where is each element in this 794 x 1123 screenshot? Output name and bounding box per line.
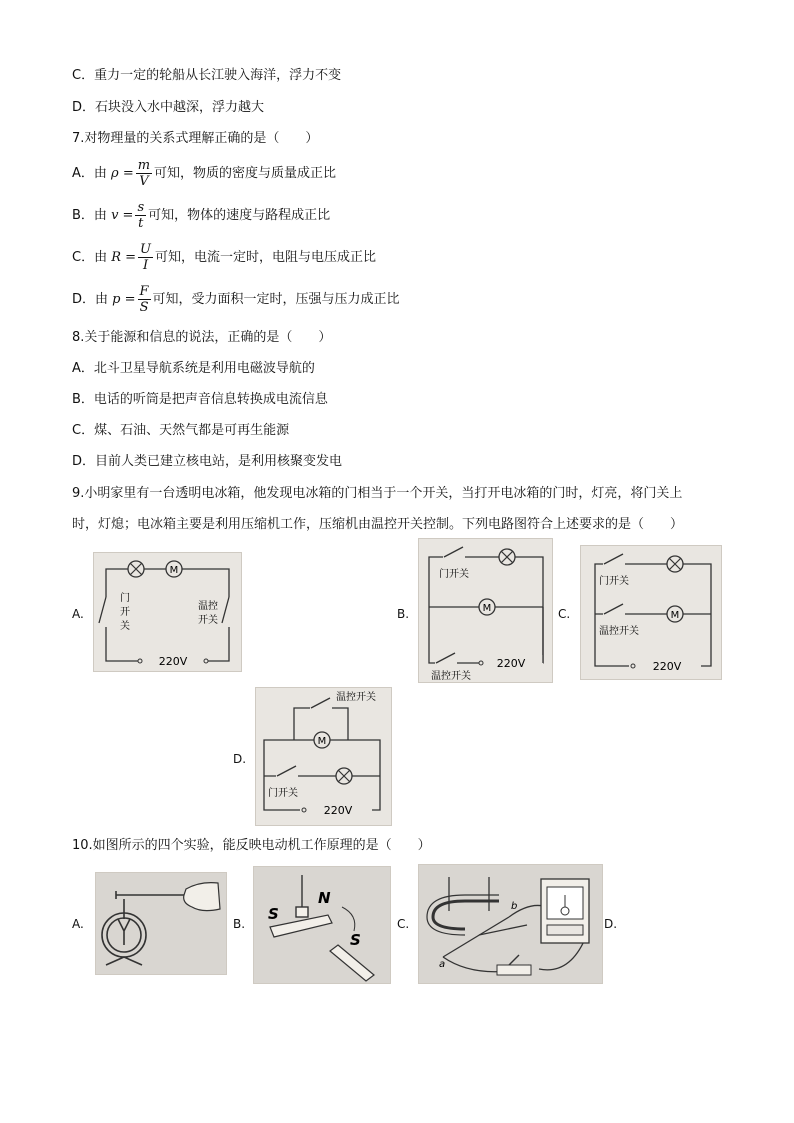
- question-10: 10.如图所示的四个实验，能反映电动机工作原理的是（ ）: [72, 838, 431, 853]
- galvanometer-icon: [541, 879, 589, 943]
- q10-label-c: C.: [397, 917, 410, 931]
- temp-switch-icon: [435, 653, 457, 667]
- lamp-icon: [499, 549, 515, 565]
- q7-option-b: B．由 v = $\frac{s}{t}$ 可知，物体的速度与路程成正比: [72, 200, 331, 231]
- svg-text:温控: 温控: [198, 601, 218, 612]
- svg-text:门开关: 门开关: [439, 569, 469, 580]
- svg-text:S: S: [350, 931, 361, 949]
- q10-label-b: B.: [233, 917, 246, 931]
- q8-option-c: C．煤、石油、天然气都是可再生能源: [72, 423, 290, 438]
- svg-text:220V: 220V: [158, 655, 188, 668]
- circuit-d: [255, 687, 392, 826]
- door-switch-icon: [99, 597, 110, 627]
- lamp-icon: [336, 768, 352, 784]
- svg-text:门: 门: [120, 593, 130, 604]
- q7-option-a: A．由 ρ = $\frac{m}{V}$ 可知，物质的密度与质量成正比: [72, 158, 337, 189]
- q9-label-a: A.: [72, 607, 84, 621]
- circuit-b: [418, 538, 553, 683]
- lamp-icon: [128, 561, 144, 577]
- svg-text:温控开关: 温控开关: [599, 626, 639, 637]
- svg-text:M: M: [482, 603, 492, 614]
- q8-option-a: A．北斗卫星导航系统是利用电磁波导航的: [72, 361, 315, 376]
- lamp-icon: [667, 556, 683, 572]
- svg-text:门开关: 门开关: [268, 788, 298, 799]
- svg-text:M: M: [169, 565, 179, 576]
- door-switch-icon: [276, 766, 298, 780]
- experiment-a-figure: [95, 872, 227, 975]
- svg-text:温控开关: 温控开关: [431, 671, 471, 682]
- svg-text:N: N: [318, 889, 331, 907]
- temp-switch-icon: [603, 604, 625, 618]
- svg-text:关: 关: [120, 621, 130, 632]
- experiment-b-figure: [253, 866, 391, 984]
- question-9-line-1: 9.小明家里有一台透明电冰箱，他发现电冰箱的门相当于一个开关，当打开电冰箱的门时，灯亮，将门关上: [72, 486, 683, 501]
- switch-icon: [497, 955, 531, 975]
- motor-icon: [479, 599, 495, 615]
- q9-label-d: D.: [233, 752, 247, 766]
- svg-text:220V: 220V: [323, 804, 353, 817]
- q9-label-c: C.: [558, 607, 571, 621]
- circuit-a: [93, 552, 242, 672]
- door-switch-icon: [443, 547, 465, 561]
- svg-text:a: a: [439, 959, 446, 970]
- question-7: 7.对物理量的关系式理解正确的是（ ）: [72, 131, 319, 146]
- question-9-line-2: 时，灯熄；电冰箱主要是利用压缩机工作，压缩机由温控开关控制。下列电路图符合上述要求的是（ ）: [72, 517, 684, 532]
- svg-text:M: M: [317, 736, 327, 747]
- svg-text:开: 开: [120, 607, 130, 618]
- option-d-buoyancy: D．石块没入水中越深，浮力越大: [72, 100, 265, 115]
- q7-option-c: C．由 R = $\frac{U}{I}$ 可知，电流一定时，电阻与电压成正比: [72, 242, 377, 273]
- motor-icon: [667, 606, 683, 622]
- door-switch-icon: [603, 554, 625, 568]
- experiment-c-figure: [418, 864, 603, 984]
- svg-text:220V: 220V: [496, 657, 526, 670]
- motor-icon: [314, 732, 330, 748]
- motor-icon: [166, 561, 182, 577]
- hand-icon: [184, 883, 220, 911]
- svg-text:220V: 220V: [652, 660, 682, 673]
- q10-label-d: D.: [604, 917, 618, 931]
- svg-text:M: M: [670, 610, 680, 621]
- svg-text:门开关: 门开关: [599, 576, 629, 587]
- svg-text:温控开关: 温控开关: [336, 692, 376, 703]
- svg-text:开关: 开关: [198, 615, 218, 626]
- q9-label-b: B.: [397, 607, 410, 621]
- q8-option-d: D．目前人类已建立核电站，是利用核聚变发电: [72, 454, 343, 469]
- question-8: 8.关于能源和信息的说法，正确的是（ ）: [72, 330, 332, 345]
- option-c-buoyancy: C．重力一定的轮船从长江驶入海洋，浮力不变: [72, 68, 342, 83]
- circuit-c: [580, 545, 722, 680]
- svg-text:S: S: [268, 905, 279, 923]
- q7-option-d: D．由 p = $\frac{F}{S}$ 可知，受力面积一定时，压强与压力成正比: [72, 284, 400, 315]
- q8-option-b: B．电话的听筒是把声音信息转换成电流信息: [72, 392, 328, 407]
- q10-label-a: A.: [72, 917, 84, 931]
- temp-switch-icon: [310, 698, 332, 712]
- temp-switch-icon: [222, 597, 233, 627]
- svg-text:b: b: [511, 901, 518, 912]
